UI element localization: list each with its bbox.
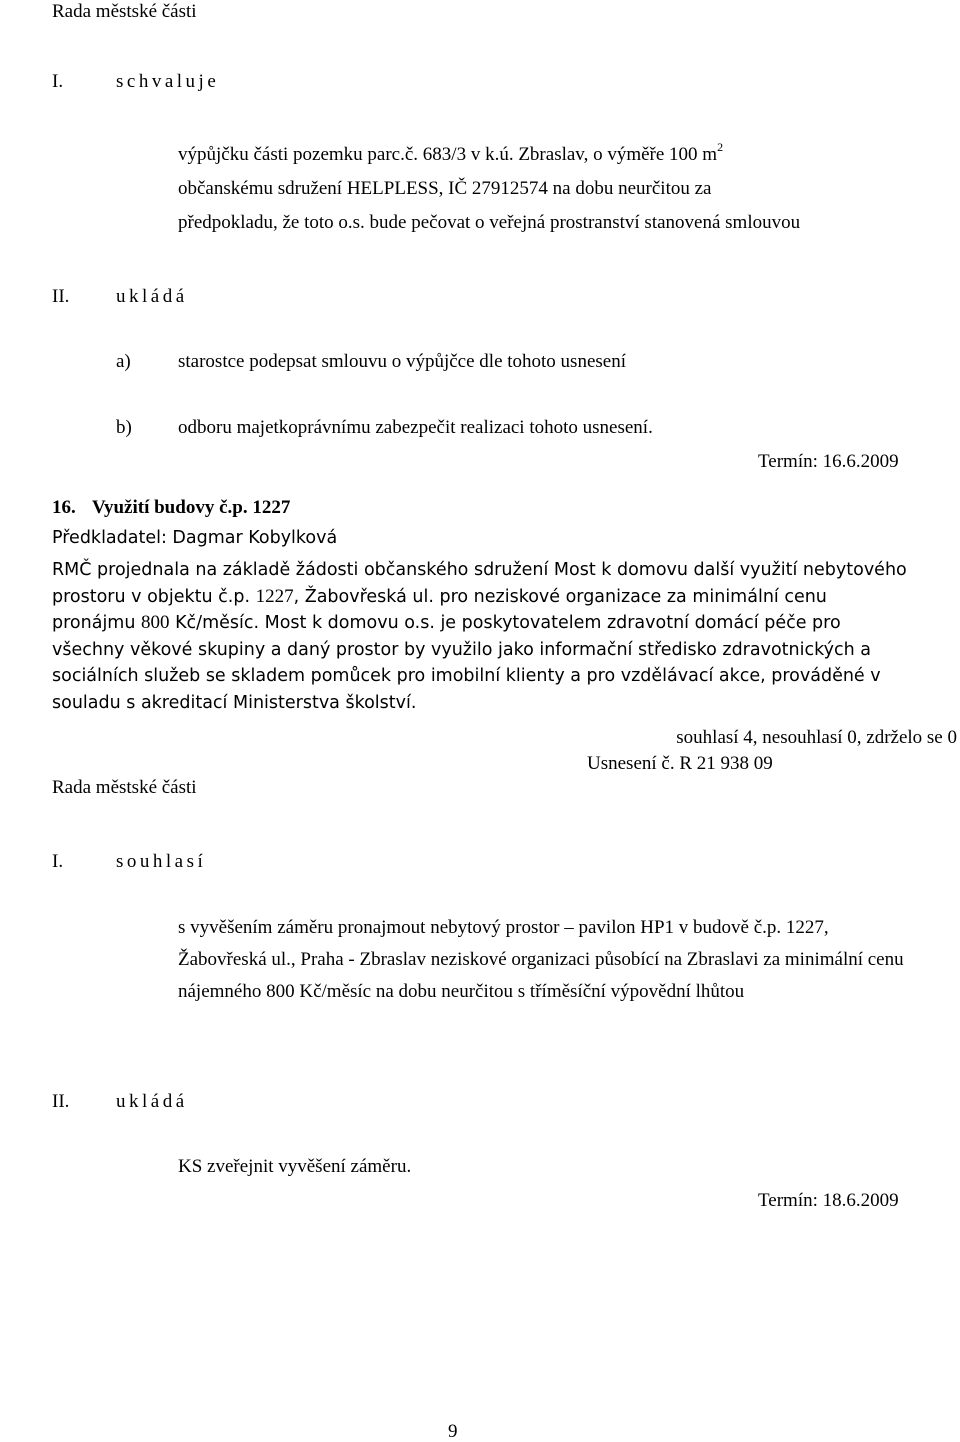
item-body-part-3: Kč/měsíc. Most k domovu o.s. je poskytovatelem zdravotní domácí péče pro všechny věkové skupiny a daný prostor by využilo jako informační středisko zdravotnických a sociálních služeb se skladem pomůcek pro imobilní klienty a pro vzdělávací akce, prováděné v souladu s akreditací Ministerstva školství. — [52, 613, 881, 713]
approval-text-line-2: občanskému sdružení HELPLESS, IČ 27912574 na dobu neurčitou za — [178, 178, 712, 199]
item-a-text: starostce podepsat smlouvu o výpůjčce dle tohoto usnesení — [178, 351, 626, 372]
deadline-2: Termín: 18.6.2009 — [758, 1190, 899, 1211]
page-number: 9 — [448, 1421, 458, 1442]
roman-numeral-1: I. — [52, 71, 64, 92]
approval-text-line-1 — [178, 140, 724, 165]
council-header-2: Rada městské části — [52, 777, 197, 798]
item-body — [52, 557, 912, 716]
item-body-part-1: RMČ projednala na základě žádosti občanského sdružení Most k domovu další využití nebytového prostoru v objektu č.p. — [52, 560, 907, 607]
superscript-2: 2 — [717, 140, 724, 154]
verb-instructs-2: ukládá — [116, 1091, 188, 1112]
vote-result: souhlasí 4, nesouhlasí 0, zdrželo se 0 — [676, 727, 957, 748]
item-number: 16. — [52, 497, 76, 518]
roman-numeral-1b: I. — [52, 851, 64, 872]
approval-text-line-3: předpokladu, že toto o.s. bude pečovat o veřejná prostranství stanovená smlouvou — [178, 212, 801, 233]
item-b-label: b) — [116, 417, 132, 438]
verb-approves: schvaluje — [116, 71, 220, 92]
roman-numeral-2: II. — [52, 286, 70, 307]
resolution-number: Usnesení č. R 21 938 09 — [587, 753, 773, 774]
item-body-part-2: , Žabovřeská ul. pro neziskové organizace za minimální cenu pronájmu — [52, 586, 827, 633]
instruction-text: KS zveřejnit vyvěšení záměru. — [178, 1156, 412, 1177]
roman-numeral-2b: II. — [52, 1091, 70, 1112]
submitter: Předkladatel: Dagmar Kobylková — [52, 528, 338, 548]
item-body-number-1: 1227 — [255, 585, 294, 607]
verb-instructs: ukládá — [116, 286, 188, 307]
item-title: Využití budovy č.p. 1227 — [92, 497, 291, 518]
agreement-text: s vyvěšením záměru pronajmout nebytový prostor – pavilon HP1 v budově č.p. 1227, Žabovřeská ul., Praha - Zbraslav neziskové organizaci působící na Zbraslavi za minimální cenu nájemného 800 Kč/měsíc na dobu neurčitou s tříměsíční výpovědní lhůtou — [178, 917, 904, 1002]
verb-agrees: souhlasí — [116, 851, 207, 872]
deadline-1: Termín: 16.6.2009 — [758, 451, 899, 472]
council-header: Rada městské části — [52, 1, 197, 22]
approval-text-main: výpůjčku části pozemku parc.č. 683/3 v k.ú. Zbraslav, o výměře 100 m — [178, 144, 718, 165]
item-b-text: odboru majetkoprávnímu zabezpečit realizaci tohoto usnesení. — [178, 417, 653, 438]
item-body-number-2: 800 — [141, 612, 170, 633]
item-a-label: a) — [116, 351, 131, 372]
